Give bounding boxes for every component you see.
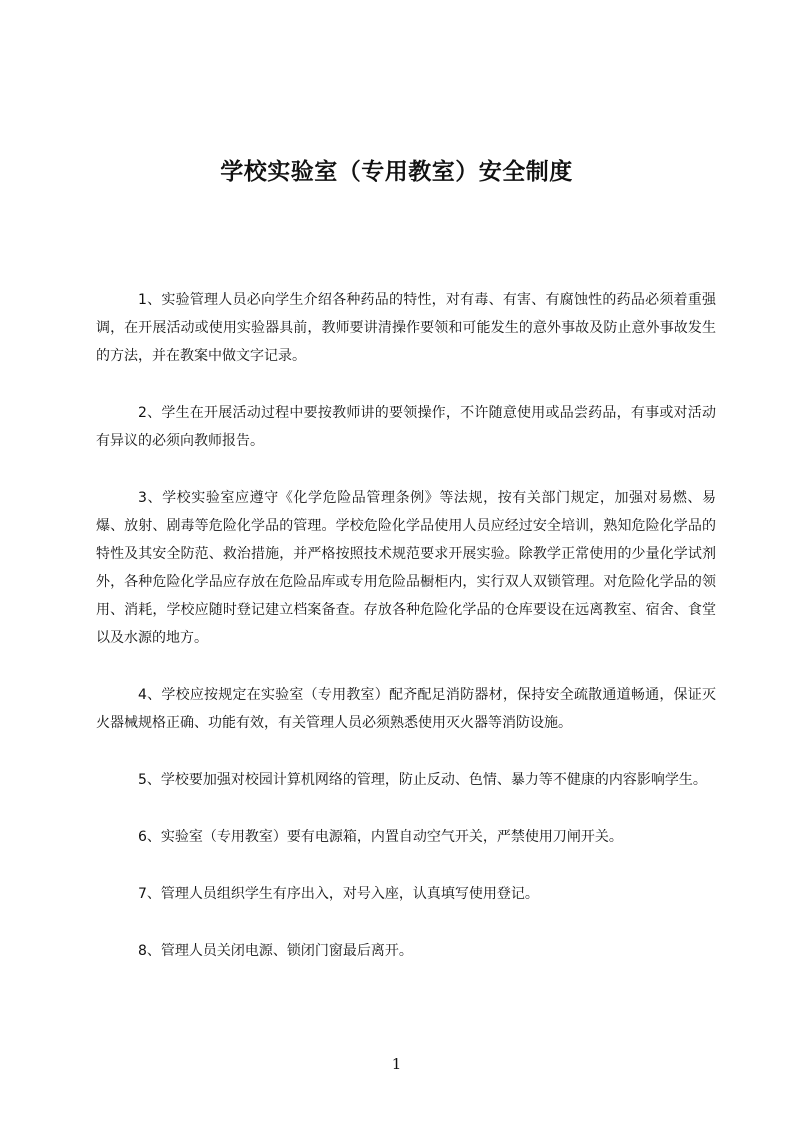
- rule-paragraph-6: 6、实验室（专用教室）要有电源箱，内置自动空气开关，严禁使用刀闸开关。: [138, 829, 623, 845]
- document-title: 学校实验室（专用教室）安全制度: [220, 159, 573, 186]
- rule-paragraph-2: 2、学生在开展活动过程中要按教师讲的要领操作，不许随意使用或品尝药品，有事或对活动有异议的必须向教师报告。: [96, 405, 716, 449]
- rule-paragraph-8: 8、管理人员关闭电源、锁闭门窗最后离开。: [138, 943, 413, 959]
- rule-paragraph-7: 7、管理人员组织学生有序出入，对号入座，认真填写使用登记。: [138, 886, 539, 902]
- page-number: 1: [391, 1055, 402, 1073]
- rule-paragraph-1: 1、实验管理人员必向学生介绍各种药品的特性，对有毒、有害、有腐蚀性的药品必须着重强调，在开展活动或使用实验器具前，教师要讲清操作要领和可能发生的意外事故及防止意外事故发生的方法，并在教案中做文字记录。: [96, 292, 716, 364]
- rule-paragraph-5: 5、学校要加强对校园计算机网络的管理，防止反动、色情、暴力等不健康的内容影响学生。: [138, 772, 707, 788]
- rule-paragraph-4: 4、学校应按规定在实验室（专用教室）配齐配足消防器材，保持安全疏散通道畅通，保证灭火器械规格正确、功能有效，有关管理人员必须熟悉使用灭火器等消防设施。: [96, 687, 716, 731]
- rule-paragraph-3: 3、学校实验室应遵守《化学危险品管理条例》等法规，按有关部门规定，加强对易燃、易爆、放射、剧毒等危险化学品的管理。学校危险化学品使用人员应经过安全培训，熟知危险化学品的特性及其安全防范、救治措施，并严格按照技术规范要求开展实验。除教学正常使用的少量化学试剂外，各种危险化学品应存放在危险品库或专用危险品橱柜内，实行双人双锁管理。对危险化学品的领用、消耗，学校应随时登记建立档案备查。存放各种危险化学品的仓库要设在远离教室、宿舍、食堂以及水源的地方。: [96, 490, 716, 646]
- document-body: [96, 286, 716, 994]
